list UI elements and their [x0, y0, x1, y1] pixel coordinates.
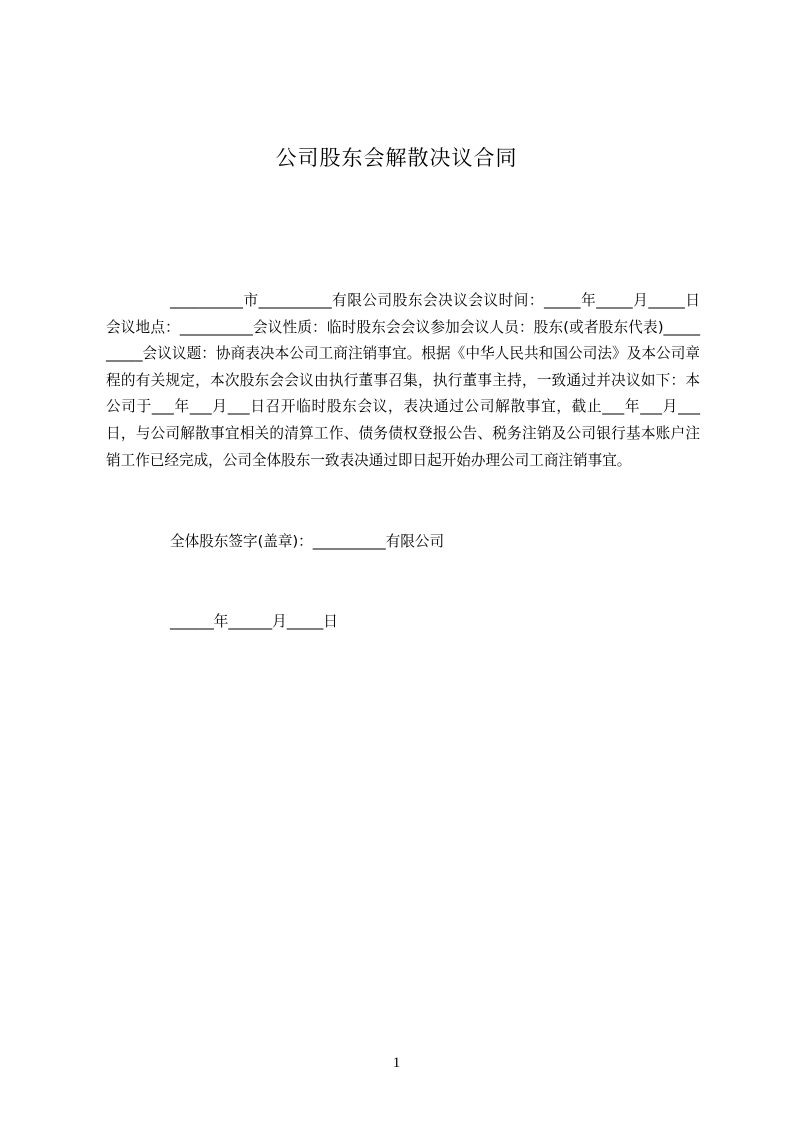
signature-line: 全体股东签字(盖章)：__________有限公司 [170, 533, 445, 550]
page-number: 1 [392, 1055, 401, 1071]
resolution-body: __________市__________有限公司股东会决议会议时间：_____年_____月_____日会议地点：__________会议性质：临时股东会会议参加会议人员：股东(或者股东代表)__________会议议题：协商表决本公司工商注销事宜。根据《中华人民共和国公司法》及本公司章程的有关规定，本次股东会会议由执行董事召集，执行董事主持，一致通过并决议如下：本公司于___年___月___日召开临时股东会议，表决通过公司解散事宜，截止___年___月___日，与公司解散事宜相关的清算工作、债务债权登报公告、税务注销及公司银行基本账户注销工作已经完成，公司全体股东一致表决通过即日起开始办理公司工商注销事宜。 [106, 292, 700, 469]
document-title: 公司股东会解散决议合同 [275, 146, 518, 170]
date-line: ______年______月_____日 [170, 613, 338, 630]
